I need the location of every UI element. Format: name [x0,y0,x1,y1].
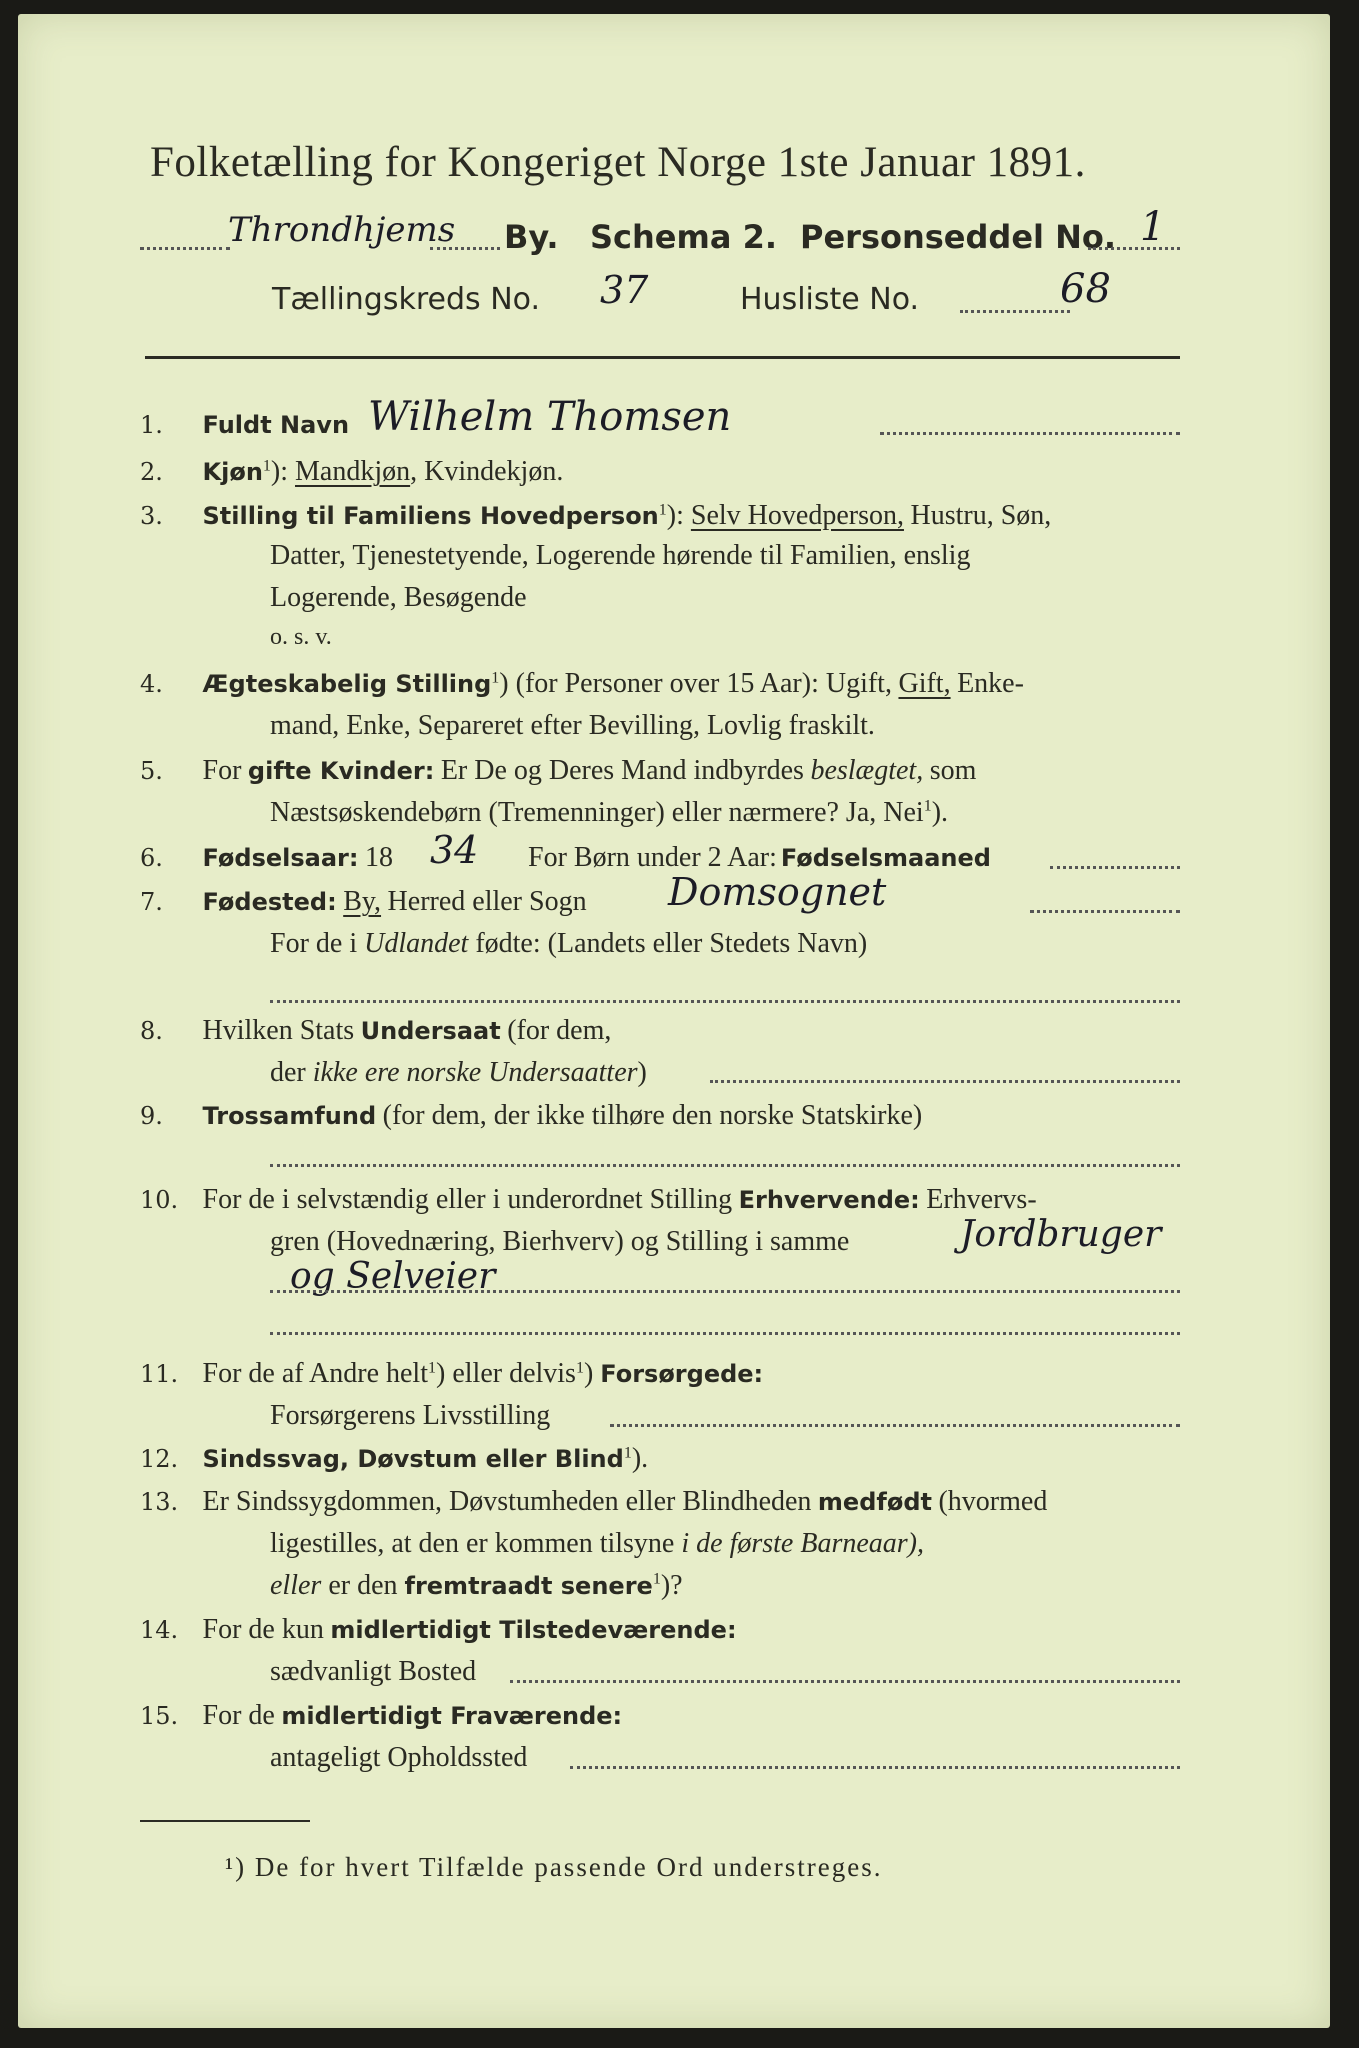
marital-status-text: (for Personer over 15 Aar): Ugift, [515,668,892,699]
item-text: fødte: (Landets eller Stedets Navn) [475,928,868,959]
later-onset-label: fremtraadt senere [404,1572,653,1600]
schema-label: Schema 2. [590,218,777,256]
item-8-line2: der ikke ere norske Undersaatter) [270,1057,647,1088]
item-number: 9. [140,1102,163,1130]
dotted-line [610,1424,1180,1427]
item-number: 7. [140,888,163,916]
item-text: Er De og Deres Mand indbyrdes [440,755,804,786]
item-number: 10. [140,1186,179,1214]
item-text: (for dem, [507,1015,612,1046]
birth-year-label: Fødselsaar: [202,844,359,872]
item-4: 4. Ægteskabelig Stilling$^1$) (for Personer over 15 Aar): Ugift, Gift, Enke- [140,668,1024,699]
item-text: For de af Andre helt [202,1358,428,1389]
item-9 [140,1100,922,1132]
item-text: For Børn under 2 Aar: [528,842,777,873]
occupation-value-cont: og Selveier [290,1256,496,1297]
dotted-line [880,432,1180,435]
marital-status-options: Enke- [957,668,1024,699]
disability-label: Sindssvag, Døvstum eller Blind [202,1445,624,1473]
item-text-italic: Udlandet [364,928,469,959]
congenital-label: medfødt [817,1488,932,1516]
item-text: Næstsøskendebørn (Tremenninger) eller nærmere? Ja, Nei [270,797,924,828]
item-11: 11. For de af Andre helt$^1$) eller delvis$^1$) Forsørgede: [140,1358,764,1389]
family-position-options-line: Logerende, Besøgende [270,582,527,613]
husliste-number: 68 [1060,266,1111,312]
full-name-label: Fuldt Navn [202,411,350,439]
footnote-ref: 1 [262,457,271,475]
item-5 [140,755,976,787]
dotted-line [960,310,1070,313]
husliste-label: Husliste No. [740,282,920,317]
item-number: 2. [140,458,163,486]
item-13 [140,1486,1047,1518]
item-text: Er Sindssygdommen, Døvstumheden eller Blindheden [202,1486,812,1517]
sex-option: Kvindekjøn. [424,456,564,487]
taellingskreds-number: 37 [600,268,649,312]
item-number: 1. [140,411,163,439]
footnote-divider [140,1820,310,1822]
item-text: Herred eller Sogn [387,886,587,917]
item-number: 15. [140,1702,179,1730]
supported-label: Forsørgede: [600,1360,764,1388]
item-text: Forsørgerens Livsstilling [270,1400,551,1431]
item-text-italic: eller [270,1570,322,1601]
item-14 [140,1614,737,1646]
full-name-value: Wilhelm Thomsen [368,394,732,440]
dotted-line [140,247,230,250]
item-number: 12. [140,1445,179,1473]
item-7-line2 [270,928,867,960]
item-2: 2. Kjøn$^1$): Mandkjøn, Kvindekjøn. [140,456,564,487]
item-13-line2 [270,1528,924,1560]
item-text: For de i selvstændig eller i underordnet Stilling [202,1184,733,1215]
item-1 [140,410,349,440]
personseddel-label: Personseddel No. [800,218,1117,256]
family-position-options-line: Datter, Tjenestetyende, Logerende hørende til Familien, enslig [270,540,971,571]
item-number: 4. [140,670,163,698]
sex-label: Kjøn [202,458,263,486]
item-number: 14. [140,1616,179,1644]
item-text: (hvormed [938,1486,1048,1517]
dotted-line [430,247,500,250]
item-7 [140,886,587,918]
dotted-line [710,1080,1180,1083]
form-title: Folketælling for Kongeriget Norge 1ste Januar 1891. [150,139,1086,186]
birthplace-label: Fødested: [202,888,337,916]
birthplace-selected: By, [343,886,382,917]
footnote: ¹) De for hvert Tilfælde passende Ord understreges. [225,1852,883,1882]
item-text: Erhvervs- [926,1184,1037,1215]
dotted-line [1088,247,1180,250]
item-12: 12. Sindssvag, Døvstum eller Blind$^1$). [140,1443,649,1474]
temporary-absent-label: midlertidigt Fraværende: [281,1702,623,1730]
item-number: 13. [140,1488,179,1516]
birthplace-value: Domsognet [668,870,887,914]
item-text: gren (Hovednæring, Bierhverv) og Stilling i samme [270,1226,850,1257]
item-text: sædvanligt Bosted [270,1656,477,1687]
item-3: 3. Stilling til Familiens Hovedperson$^1$): Selv Hovedperson, Hustru, Søn, [140,500,1052,531]
personseddel-number: 1 [1140,204,1166,250]
birth-month-label: Fødselsmaaned [780,844,991,872]
item-13-line3: eller er den fremtraadt senere$^1$)? [270,1570,683,1601]
dotted-line [270,1164,1180,1167]
item-text: For de i [270,928,358,959]
item-text: der [270,1057,306,1088]
nationality-label: Undersaat [360,1017,501,1045]
dotted-line [270,1332,1180,1335]
item-text: antageligt Opholdssted [270,1742,528,1773]
family-position-selected: Selv Hovedperson, [690,500,904,531]
by-label: By. [504,218,559,256]
item-text: som [929,755,977,786]
item-text: ligestilles, at den er kommen tilsyne [270,1528,675,1559]
item-text: er den [328,1570,398,1601]
item-number: 3. [140,502,163,530]
dotted-line [1030,910,1180,913]
item-text-italic: i de første Barneaar), [681,1528,924,1559]
dotted-line [510,1680,1180,1683]
item-15 [140,1700,622,1732]
family-position-label: Stilling til Familiens Hovedperson [202,502,659,530]
header-divider [145,356,1180,359]
religion-label: Trossamfund [202,1102,377,1130]
marital-status-options-line: mand, Enke, Separeret efter Bevilling, Lovlig fraskilt. [270,710,875,741]
item-10 [140,1184,1037,1216]
family-position-options: Hustru, Søn, [910,500,1052,531]
item-number: 11. [140,1360,179,1388]
item-text: For de [202,1700,275,1731]
item-number: 5. [140,757,163,785]
dotted-line [270,1290,1180,1293]
item-text-italic: ikke ere norske Undersaatter [312,1057,638,1088]
item-text: For [202,755,242,786]
marital-status-selected: Gift, [898,668,951,699]
temporary-present-label: midlertidigt Tilstedeværende: [330,1616,737,1644]
item-5-line2: Næstsøskendebørn (Tremenninger) eller nærmere? Ja, Nei$^1$). [270,797,949,828]
marital-status-label: Ægteskabelig Stilling [202,670,492,698]
birth-year-value: 34 [430,828,479,872]
item-number: 8. [140,1017,163,1045]
item-number: 6. [140,844,163,872]
city-handwritten: Throndhjems [228,210,456,250]
sex-option-selected: Mandkjøn [295,456,411,487]
item-text: eller delvis [452,1358,576,1389]
dotted-line [570,1766,1180,1769]
occupation-label: Erhvervende: [738,1186,920,1214]
birth-year-prefix: 18 [365,842,393,873]
item-text: Hvilken Stats [202,1015,355,1046]
item-6 [140,842,393,874]
family-position-options-line: o. s. v. [270,624,332,650]
married-women-label: gifte Kvinder: [247,757,435,785]
item-text-italic: beslægtet, [810,755,924,786]
dotted-line [1050,866,1180,869]
item-text: (for dem, der ikke tilhøre den norske Statskirke) [382,1100,923,1131]
taellingskreds-label: Tællingskreds No. [272,282,540,317]
item-text: For de kun [202,1614,324,1645]
item-8 [140,1015,611,1047]
dotted-line [270,1000,1180,1003]
occupation-value: Jordbruger [960,1214,1162,1255]
